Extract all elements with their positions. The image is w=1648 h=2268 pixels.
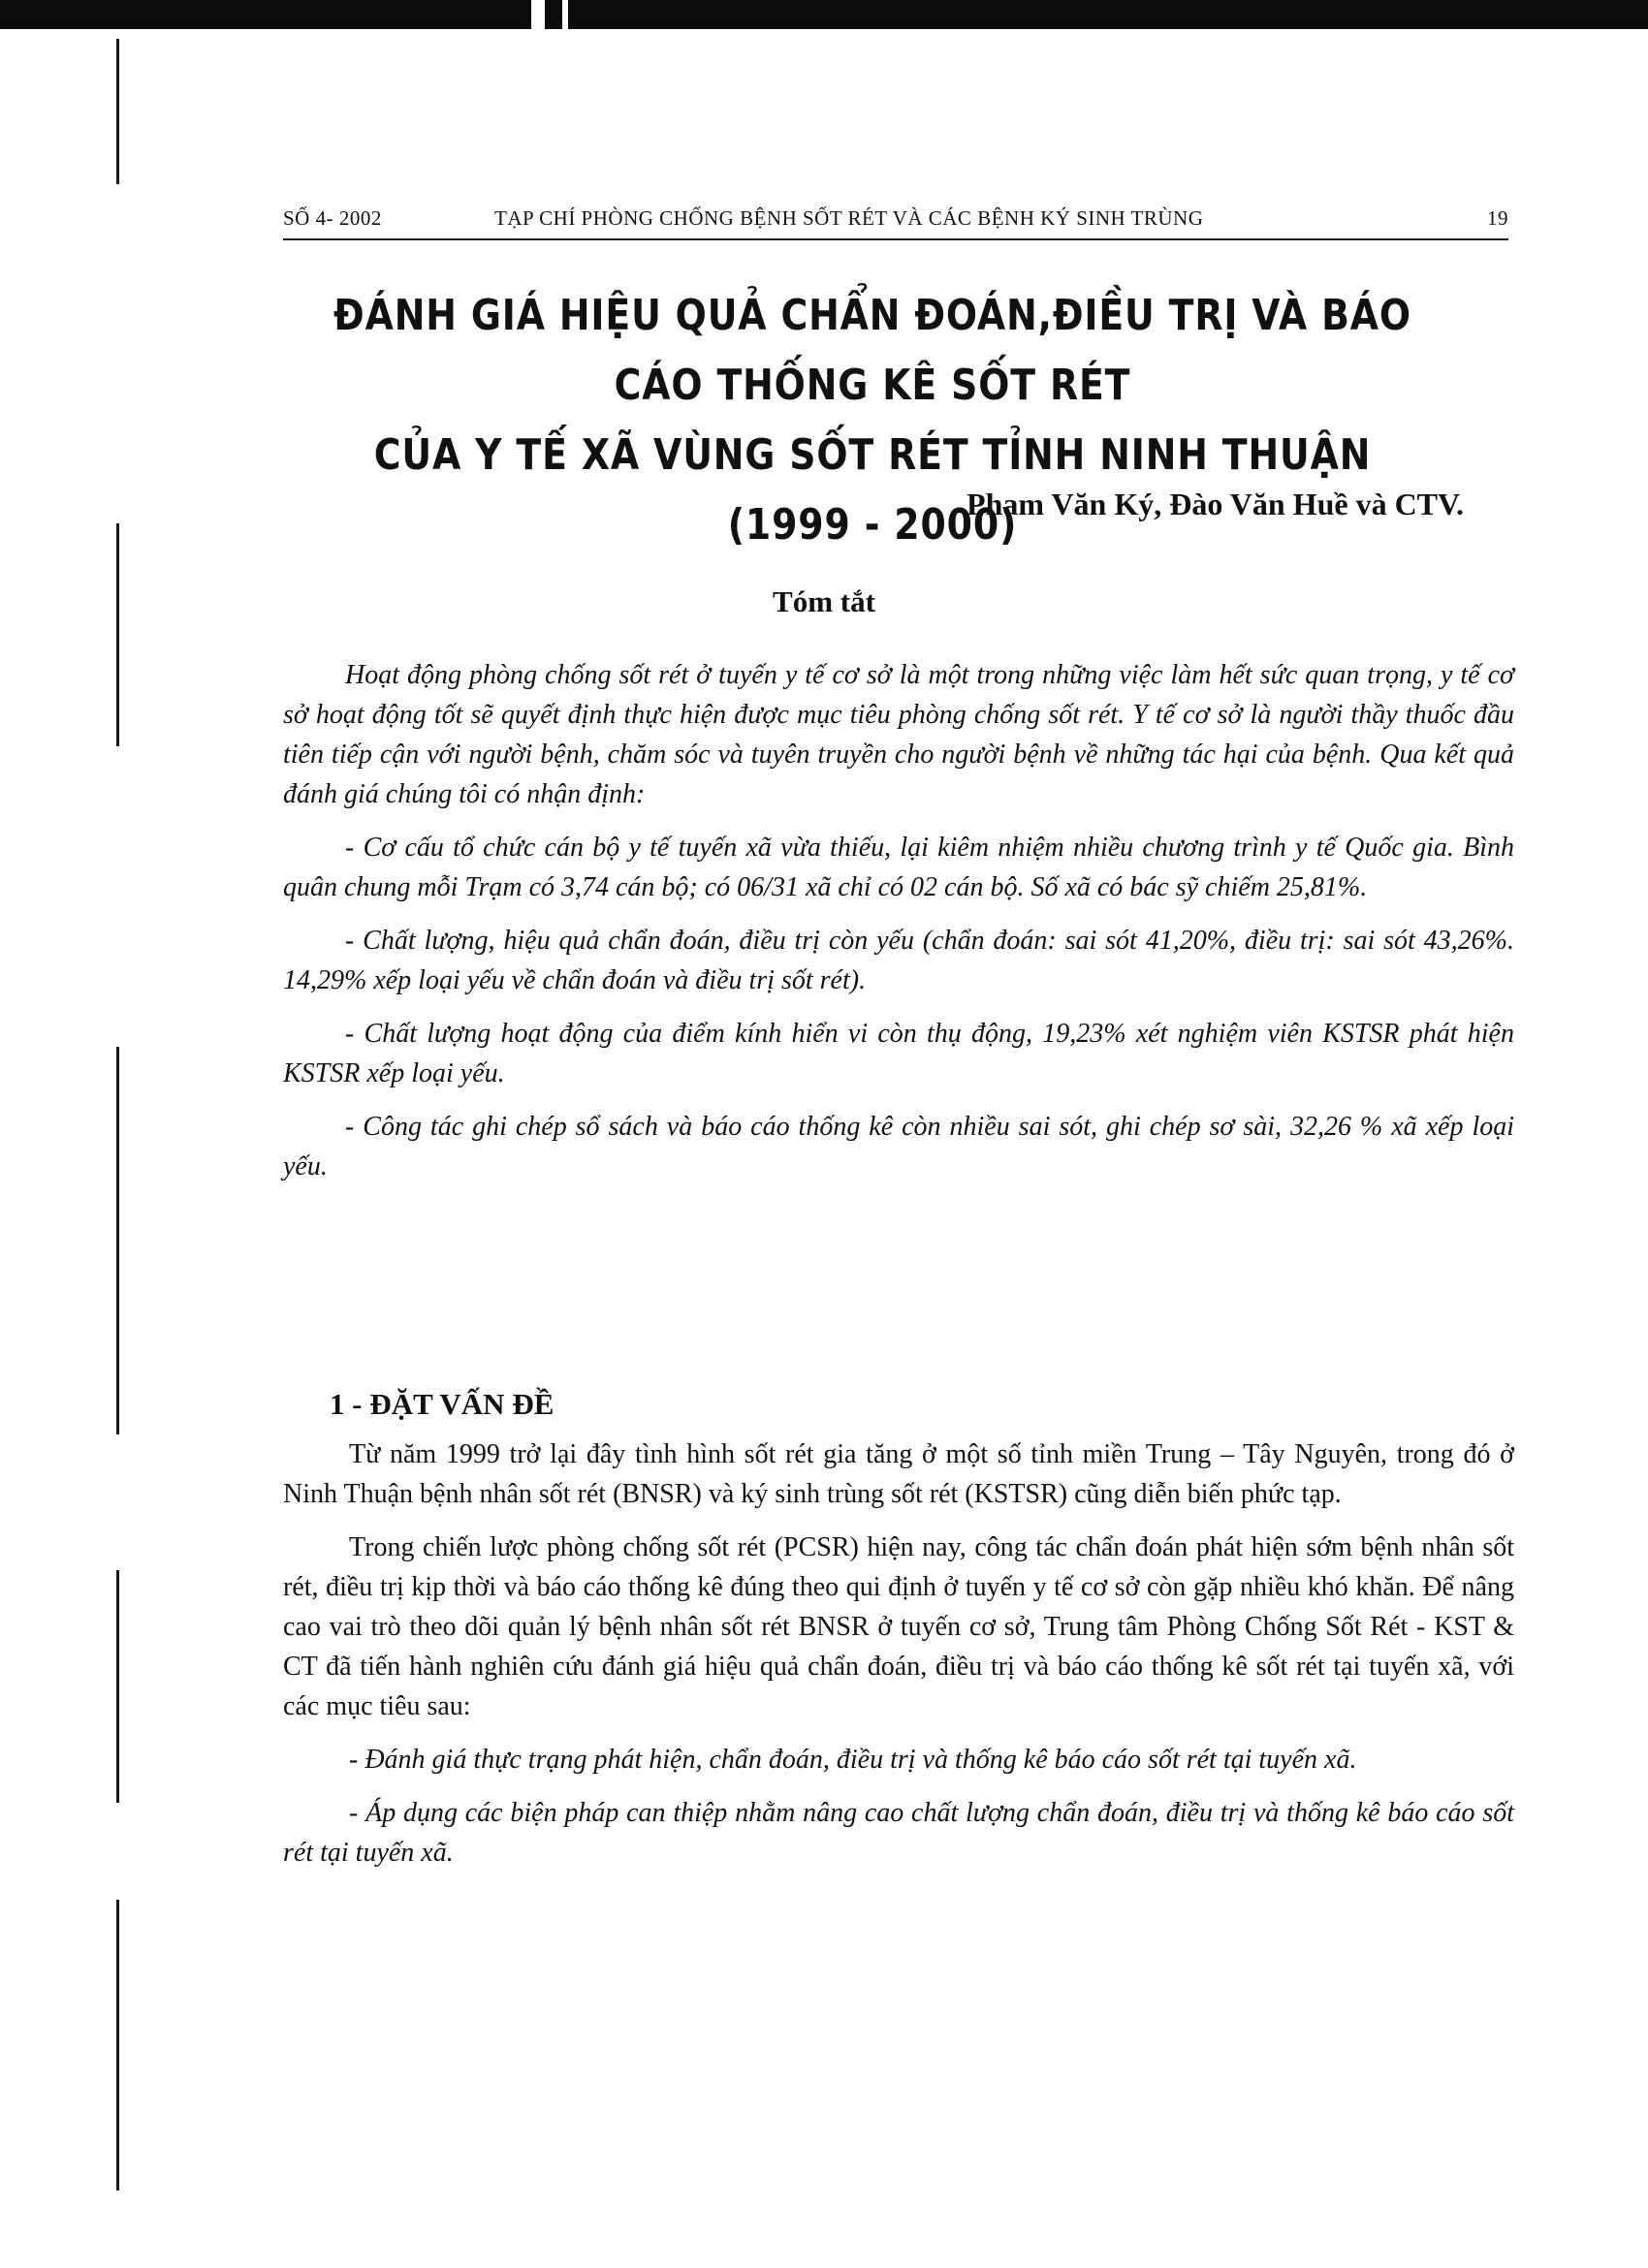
scan-notch — [562, 0, 568, 29]
authors: Phạm Văn Ký, Đào Văn Huề và CTV. — [967, 487, 1464, 521]
section-heading: 1 - ĐẶT VẤN ĐỀ — [330, 1387, 555, 1421]
abstract-paragraph: - Công tác ghi chép sổ sách và báo cáo thống kê còn nhiều sai sót, ghi chép sơ sài, 32,26 % xã xếp loại yếu. — [283, 1112, 1514, 1181]
abstract-heading: Tóm tắt — [773, 584, 875, 618]
title-line-1: ĐÁNH GIÁ HIỆU QUẢ CHẨN ĐOÁN,ĐIỀU TRỊ VÀ BÁO CÁO THỐNG KÊ SỐT RÉT — [333, 291, 1411, 410]
abstract — [283, 655, 1514, 1200]
objective-item: - Đánh giá thực trạng phát hiện, chẩn đoán, điều trị và thống kê báo cáo sốt rét tại tuyến xã. — [349, 1745, 1357, 1775]
scan-margin-line — [116, 523, 119, 746]
scan-notch — [531, 0, 545, 29]
title-line-2: CỦA Y TẾ XÃ VÙNG SỐT RÉT TỈNH NINH THUẬN (1999 - 2000) — [373, 430, 1372, 550]
scan-top-border — [0, 0, 1648, 29]
abstract-paragraph: - Chất lượng, hiệu quả chẩn đoán, điều trị còn yếu (chẩn đoán: sai sót 41,20%, điều trị: sai sót 43,26%. 14,29% xếp loại yếu về chẩn đoán và điều trị sốt rét). — [283, 926, 1514, 995]
body-paragraph: Trong chiến lược phòng chống sốt rét (PCSR) hiện nay, công tác chẩn đoán phát hiện sớm bệnh nhân sốt rét, điều trị kịp thời và báo cáo thống kê đúng theo qui định ở tuyến y tế cơ sở còn gặp nhiều khó khăn. Để nâng cao vai trò theo dõi quản lý bệnh nhân sốt rét BNSR ở tuyến cơ sở, Trung tâm Phòng Chống Sốt Rét - KST & CT đã tiến hành nghiên cứu đánh giá hiệu quả chẩn đoán, điều trị và báo cáo thống kê sốt rét tại tuyến xã, với các mục tiêu sau: — [283, 1532, 1514, 1721]
abstract-paragraph: - Chất lượng hoạt động của điểm kính hiển vi còn thụ động, 19,23% xét nghiệm viên KSTSR phát hiện KSTSR xếp loại yếu. — [283, 1019, 1514, 1088]
body-paragraph: Từ năm 1999 trở lại đây tình hình sốt rét gia tăng ở một số tỉnh miền Trung – Tây Nguyên, trong đó ở Ninh Thuận bệnh nhân sốt rét (BNSR) và ký sinh trùng sốt rét (KSTSR) cũng diễn biến phức tạp. — [283, 1439, 1514, 1509]
abstract-paragraph: - Cơ cấu tổ chức cán bộ y tế tuyến xã vừa thiếu, lại kiêm nhiệm nhiều chương trình y tế Quốc gia. Bình quân chung mỗi Trạm có 3,74 cán bộ; có 06/31 xã chỉ có 02 cán bộ. Số xã có bác sỹ chiếm 25,81%. — [283, 833, 1514, 902]
scan-margin-line — [116, 1047, 119, 1434]
running-header — [283, 204, 1508, 240]
page-number: 19 — [1487, 206, 1508, 230]
issue-number: SỐ 4- 2002 — [283, 206, 382, 230]
scan-margin-line — [116, 1570, 119, 1803]
section-body — [283, 1434, 1514, 1886]
scan-margin-line — [116, 1900, 119, 2190]
objective-item: - Áp dụng các biện pháp can thiệp nhằm nâng cao chất lượng chẩn đoán, điều trị và thống kê báo cáo sốt rét tại tuyến xã. — [283, 1798, 1514, 1868]
journal-name: TẠP CHÍ PHÒNG CHỐNG BỆNH SỐT RÉT VÀ CÁC BỆNH KÝ SINH TRÙNG — [494, 206, 1204, 230]
abstract-paragraph: Hoạt động phòng chống sốt rét ở tuyến y tế cơ sở là một trong những việc làm hết sức quan trọng, y tế cơ sở hoạt động tốt sẽ quyết định thực hiện được mục tiêu phòng chống sốt rét. Y tế cơ sở là người thầy thuốc đầu tiên tiếp cận với người bệnh, chăm sóc và tuyên truyền cho người bệnh về những tác hại của bệnh. Qua kết quả đánh giá chúng tôi có nhận định: — [283, 660, 1514, 809]
scan-margin-line — [116, 39, 119, 184]
